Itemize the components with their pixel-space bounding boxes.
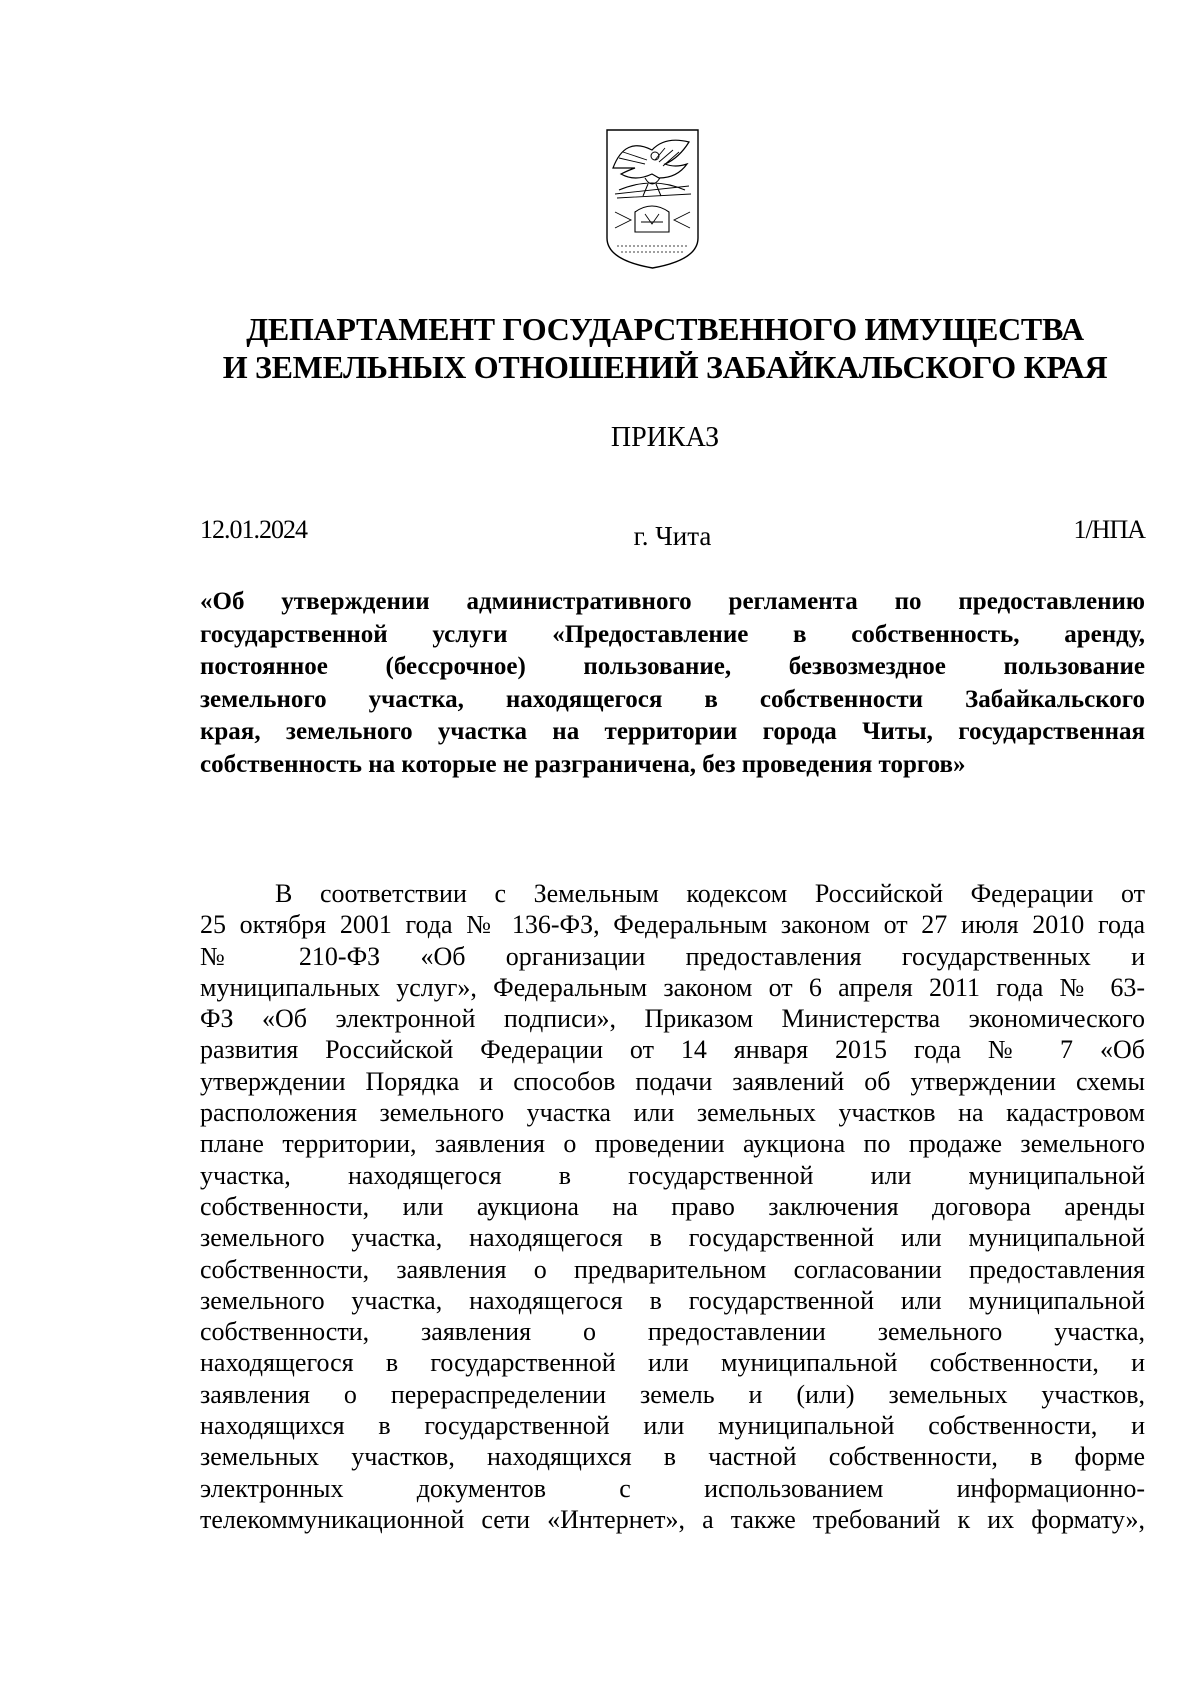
department-heading-line-2: И ЗЕМЕЛЬНЫХ ОТНОШЕНИЙ ЗАБАЙКАЛЬСКОГО КРАЯ [222,349,1108,385]
body-line: плане территории, заявления о проведении аукциона по продаже земельного [200,1129,1145,1159]
order-title-line: земельного участка, находящегося в собственности Забайкальского [200,685,1145,713]
document-date: 12.01.2024 [200,515,307,544]
document-number: 1/НПА [1073,515,1145,544]
body-line: заявления о перераспределении земель и (или) земельных участков, [200,1379,1145,1409]
body-line: В соответствии с Земельным кодексом Российской Федерации от [275,879,1145,908]
body-line: находящихся в государственной или муниципальной собственности, и [200,1411,1145,1441]
order-title-line: «Об утверждении административного регламента по предоставлению [200,588,1145,615]
document-meta-row [200,515,1145,555]
order-title-line: постоянное (бессрочное) пользование, безвозмездное пользование [200,653,1145,680]
order-title-line: собственность на которые не разграничена, без проведения торгов» [200,750,966,778]
department-heading [180,310,1150,386]
body-line: земельного участка, находящегося в государственной или муниципальной [200,1223,1145,1253]
order-title [200,586,1145,781]
body-line: земельного участка, находящегося в государственной или муниципальной [200,1285,1145,1315]
body-line: участка, находящегося в государственной или муниципальной [200,1160,1145,1190]
body-line: электронных документов с использованием информационно- [200,1473,1145,1503]
body-line: утверждении Порядка и способов подачи заявлений об утверждении схемы [200,1066,1145,1096]
body-line: муниципальных услуг», Федеральным законом от 6 апреля 2011 года № 63- [200,972,1145,1002]
body-line: развития Российской Федерации от 14 января 2015 года № 7 «Об [200,1035,1145,1065]
coat-of-arms-emblem [605,128,700,270]
body-line: собственности, заявления о предварительном согласовании предоставления [200,1254,1145,1284]
body-line: земельных участков, находящихся в частной собственности, в форме [200,1442,1145,1472]
body-line: 25 октября 2001 года № 136-ФЗ, Федеральным законом от 27 июля 2010 года [200,910,1145,940]
body-line: № 210-ФЗ «Об организации предоставления государственных и [200,941,1145,971]
document-type: ПРИКАЗ [610,422,720,453]
body-line: собственности, или аукциона на право заключения договора аренды [200,1191,1145,1221]
body-line: ФЗ «Об электронной подписи», Приказом Министерства экономического [200,1004,1145,1034]
order-body-paragraph [200,878,1145,1535]
order-title-line: государственной услуги «Предоставление в собственность, аренду, [200,620,1145,648]
department-heading-line-1: ДЕПАРТАМЕНТ ГОСУДАРСТВЕННОГО ИМУЩЕСТВА [246,311,1084,347]
body-line: собственности, заявления о предоставлении земельного участка, [200,1317,1145,1347]
body-line: телекоммуникационной сети «Интернет», а также требований к их формату», [200,1504,1145,1534]
body-line: находящегося в государственной или муниципальной собственности, и [200,1348,1145,1378]
body-line: расположения земельного участка или земельных участков на кадастровом [200,1098,1145,1128]
order-title-line: края, земельного участка на территории города Читы, государственная [200,718,1145,745]
document-city: г. Чита [633,521,712,551]
